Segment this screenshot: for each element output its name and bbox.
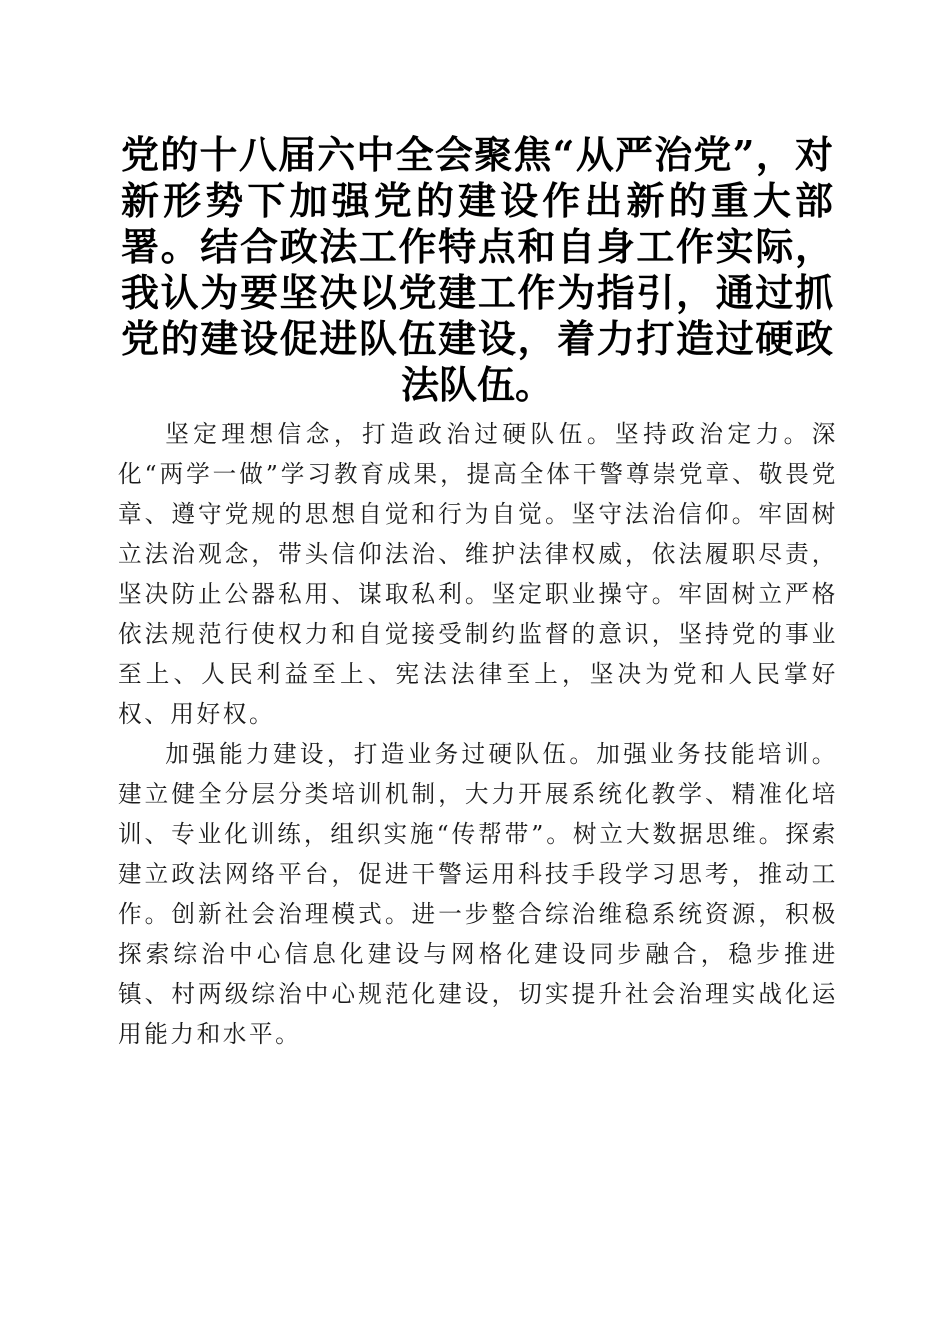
paragraph-political: 坚定理想信念，打造政治过硬队伍。坚持政治定力。深化“两学一做”学习教育成果，提高全体干警尊崇党章、敬畏党章、遵守党规的思想自觉和行为自觉。坚守法治信仰。牢固树立法治观念，带头信仰法治、维护法律权威，依法履职尽责，坚决防止公器私用、谋取私利。坚定职业操守。牢固树立严格依法规范行使权力和自觉接受制约监督的意识，坚持党的事业至上、人民利益至上、宪法法律至上，坚决为党和人民掌好权、用好权。 bbox=[118, 420, 838, 728]
document-heading: 党的十八届六中全会聚焦“从严治党”，对新形势下加强党的建设作出新的重大部署。结合政法工作特点和自身工作实际，我认为要坚决以党建工作为指引，通过抓党的建设促进队伍建设，着力打造过硬政法队伍。 bbox=[121, 132, 833, 407]
paragraph-capability: 加强能力建设，打造业务过硬队伍。加强业务技能培训。建立健全分层分类培训机制，大力开展系统化教学、精准化培训、专业化训练，组织实施“传帮带”。树立大数据思维。探索建立政法网络平台，促进干警运用科技手段学习思考，推动工作。创新社会治理模式。进一步整合综治维稳系统资源，积极探索综治中心信息化建设与网格化建设同步融合，稳步推进镇、村两级综治中心规范化建设，切实提升社会治理实战化运用能力和水平。 bbox=[118, 740, 838, 1048]
document-body bbox=[118, 414, 838, 1054]
